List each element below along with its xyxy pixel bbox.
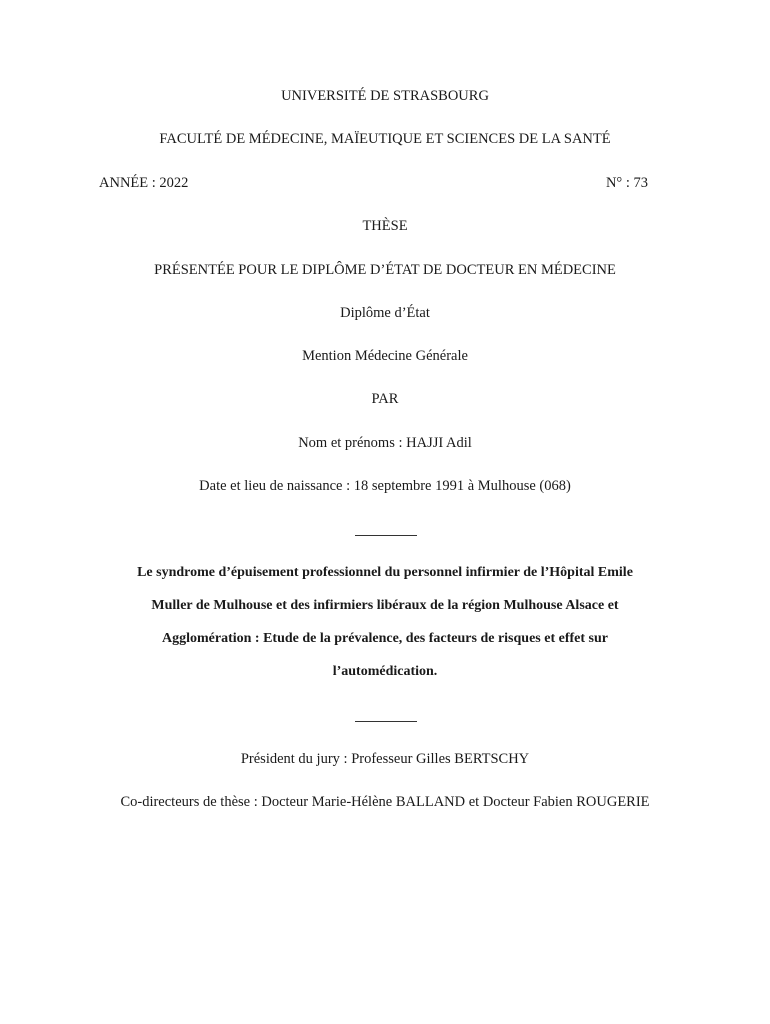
year-label: ANNÉE : 2022	[99, 175, 189, 191]
birth-info: Date et lieu de naissance : 18 septembre 1991 à Mulhouse (068)	[199, 478, 571, 494]
diploma-label: Diplôme d’État	[340, 305, 430, 321]
mention-label: Mention Médecine Générale	[302, 348, 468, 364]
thesis-label: THÈSE	[362, 218, 408, 234]
thesis-title-line: Agglomération : Etude de la prévalence, des facteurs de risques et effet sur	[162, 631, 608, 646]
thesis-number: N° : 73	[605, 175, 648, 191]
co-directors: Co-directeurs de thèse : Docteur Marie-Hélène BALLAND et Docteur Fabien ROUGERIE	[120, 794, 650, 810]
author-name: Nom et prénoms : HAJJI Adil	[298, 435, 472, 451]
university-name: UNIVERSITÉ DE STRASBOURG	[281, 88, 489, 104]
divider-bottom	[355, 721, 417, 722]
by-label: PAR	[371, 391, 399, 407]
thesis-title-line: Muller de Mulhouse et des infirmiers libéraux de la région Mulhouse Alsace et	[151, 598, 619, 613]
divider-top	[355, 535, 417, 536]
thesis-title-line: Le syndrome d’épuisement professionnel du personnel infirmier de l’Hôpital Emile	[137, 565, 633, 580]
presented-for: PRÉSENTÉE POUR LE DIPLÔME D’ÉTAT DE DOCTEUR EN MÉDECINE	[154, 262, 616, 278]
jury-president: Président du jury : Professeur Gilles BERTSCHY	[240, 751, 530, 767]
faculty-name: FACULTÉ DE MÉDECINE, MAÏEUTIQUE ET SCIENCES DE LA SANTÉ	[159, 131, 611, 147]
thesis-title-line: l’automédication.	[332, 664, 438, 679]
